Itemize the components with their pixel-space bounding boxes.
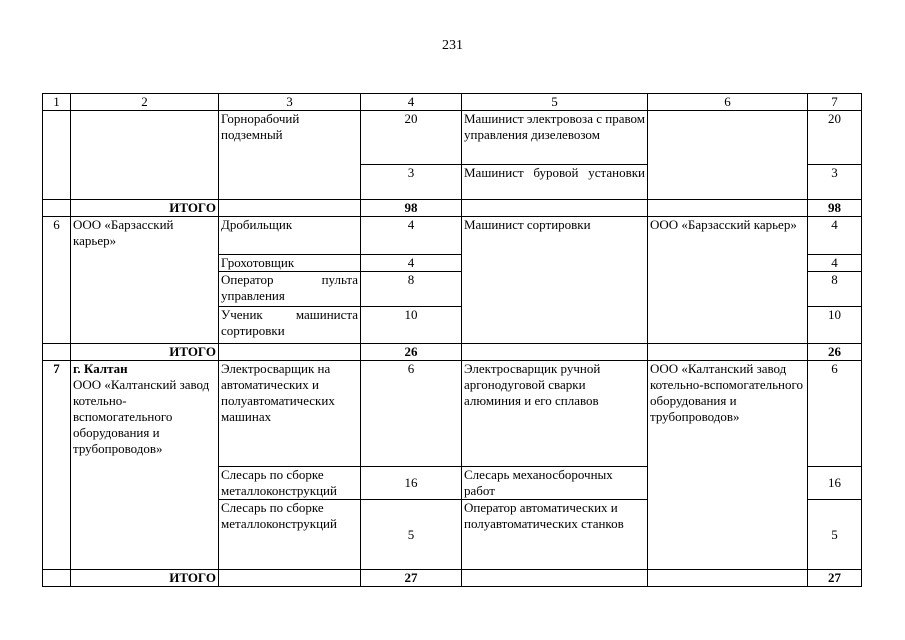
count-out-cell: 10 <box>808 307 862 344</box>
num-cell: 6 <box>43 217 71 344</box>
header-cell: 2 <box>71 94 219 111</box>
profession-cell: Горнорабочий подземный <box>219 111 361 200</box>
count-cell: 8 <box>361 272 462 307</box>
total-row <box>43 570 862 587</box>
empty-cell <box>43 344 71 361</box>
profession-cell: Слесарь по сборке металлоконструкций <box>219 467 361 500</box>
table-row <box>43 361 862 467</box>
profession-cell: Оператор пульта управления <box>219 272 361 307</box>
count-out-cell: 6 <box>808 361 862 467</box>
count-out-cell: 5 <box>808 500 862 570</box>
empty-cell <box>648 200 808 217</box>
page-number: 231 <box>442 38 463 53</box>
total-label: ИТОГО <box>71 344 219 361</box>
total-value: 27 <box>361 570 462 587</box>
count-out-cell: 4 <box>808 255 862 272</box>
empty-cell <box>43 200 71 217</box>
profession-cell: Электросварщик на автоматических и полуавтоматических машинах <box>219 361 361 467</box>
empty-cell <box>462 344 648 361</box>
employer-cell: ООО «Калтанский завод котельно-вспомогательного оборудования и трубопроводов» <box>648 361 808 570</box>
employer-cell: ООО «Барзасский карьер» <box>648 217 808 344</box>
num-cell: 7 <box>43 361 71 570</box>
header-cell: 3 <box>219 94 361 111</box>
empty-cell <box>648 570 808 587</box>
table-row <box>43 217 862 255</box>
org-cell <box>71 111 219 200</box>
empty-cell <box>462 200 648 217</box>
count-cell: 3 <box>361 165 462 200</box>
count-cell: 10 <box>361 307 462 344</box>
count-out-cell: 4 <box>808 217 862 255</box>
empty-cell <box>219 344 361 361</box>
profession-cell: Грохотовщик <box>219 255 361 272</box>
total-value: 26 <box>361 344 462 361</box>
table-row <box>43 111 862 165</box>
training-cell: Электросварщик ручной аргонодуговой сварки алюминия и его сплавов <box>462 361 648 467</box>
header-cell: 7 <box>808 94 862 111</box>
total-out-value: 26 <box>808 344 862 361</box>
count-out-cell: 3 <box>808 165 862 200</box>
total-label: ИТОГО <box>71 570 219 587</box>
empty-cell <box>219 200 361 217</box>
training-cell <box>462 165 648 200</box>
empty-cell <box>43 570 71 587</box>
total-row <box>43 200 862 217</box>
count-cell: 6 <box>361 361 462 467</box>
total-out-value: 27 <box>808 570 862 587</box>
count-out-cell: 20 <box>808 111 862 165</box>
profession-cell: Ученик машиниста сортировки <box>219 307 361 344</box>
training-cell: Оператор автоматических и полуавтоматических станков <box>462 500 648 570</box>
header-cell: 5 <box>462 94 648 111</box>
count-cell: 4 <box>361 217 462 255</box>
profession-cell: Дробильщик <box>219 217 361 255</box>
header-cell: 6 <box>648 94 808 111</box>
employer-cell <box>648 111 808 200</box>
training-text: Машинист буровой установки <box>464 165 645 180</box>
count-cell: 4 <box>361 255 462 272</box>
empty-cell <box>462 570 648 587</box>
num-cell <box>43 111 71 200</box>
empty-cell <box>219 570 361 587</box>
count-cell: 20 <box>361 111 462 165</box>
training-cell: Машинист электровоза с правом управления дизелевозом <box>462 111 648 165</box>
city-label: г. Калтан <box>73 361 128 376</box>
header-cell: 4 <box>361 94 462 111</box>
org-cell: ООО «Барзасский карьер» <box>71 217 219 344</box>
profession-cell: Слесарь по сборке металлоконструкций <box>219 500 361 570</box>
empty-cell <box>648 344 808 361</box>
training-cell: Машинист сортировки <box>462 217 648 344</box>
total-row <box>43 344 862 361</box>
count-cell: 5 <box>361 500 462 570</box>
total-label: ИТОГО <box>71 200 219 217</box>
org-cell <box>71 361 219 570</box>
total-out-value: 98 <box>808 200 862 217</box>
count-cell: 16 <box>361 467 462 500</box>
header-row <box>43 94 862 111</box>
header-cell: 1 <box>43 94 71 111</box>
count-out-cell: 8 <box>808 272 862 307</box>
training-table <box>42 93 862 587</box>
count-out-cell: 16 <box>808 467 862 500</box>
total-value: 98 <box>361 200 462 217</box>
org-name: ООО «Калтанский завод котельно-вспомогательного оборудования и трубопроводов» <box>73 377 210 456</box>
training-cell: Слесарь механосборочных работ <box>462 467 648 500</box>
